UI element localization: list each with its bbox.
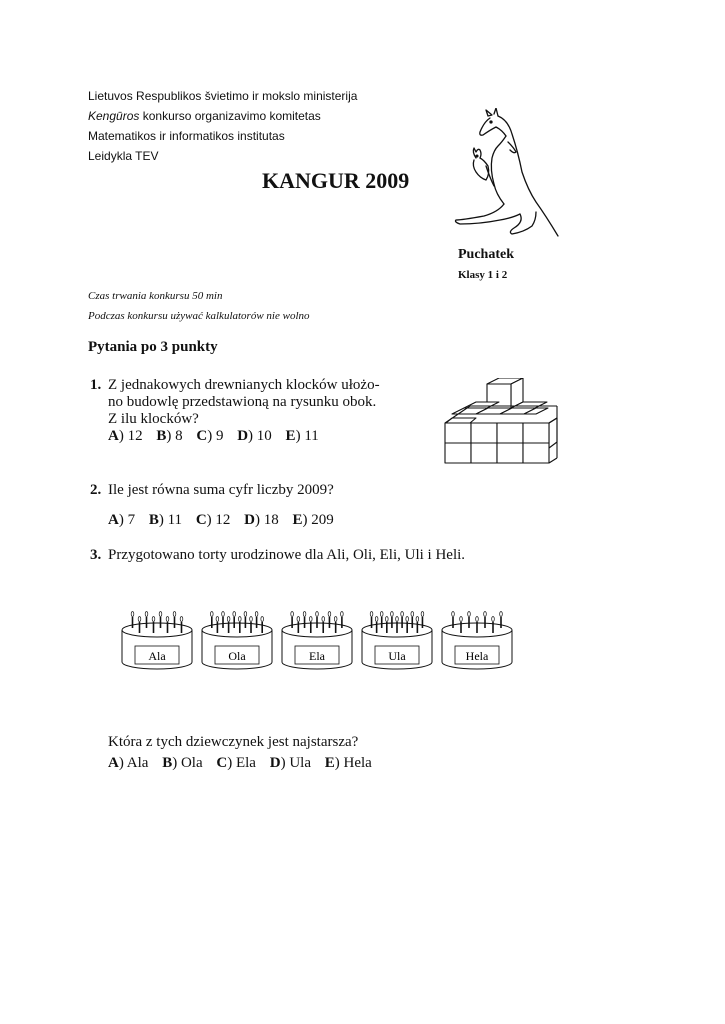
candle-flame xyxy=(396,617,399,622)
answer-option-c[interactable]: C) 9 xyxy=(196,428,224,444)
candle-flame xyxy=(227,617,230,622)
cake-name-label: Ola xyxy=(228,649,246,663)
org-line-committee xyxy=(88,106,321,126)
question-1-text xyxy=(108,377,380,428)
cake-ola xyxy=(202,612,272,669)
candle-flame xyxy=(255,612,258,617)
answer-option-b[interactable]: B) 11 xyxy=(148,512,183,528)
cake-ela xyxy=(282,612,352,669)
candle-flame xyxy=(484,612,487,617)
question-2-text: Ile jest równa suma cyfr liczby 2009? xyxy=(108,482,334,498)
candle-flame xyxy=(250,617,253,622)
candle-flame xyxy=(334,617,337,622)
page-title: KANGUR 2009 xyxy=(262,168,410,193)
candle-flame xyxy=(468,612,471,617)
kangaroo-word: Kengūros xyxy=(88,109,140,123)
level-classes: Klasy 1 i 2 xyxy=(458,269,508,281)
candle-flame xyxy=(492,617,495,622)
answer-option-d[interactable]: D) Ula xyxy=(269,755,311,771)
candle-flame xyxy=(180,617,183,622)
answer-option-c[interactable]: C) Ela xyxy=(216,755,256,771)
question-3-text: Przygotowano torty urodzinowe dla Ali, Oli, Eli, Uli i Heli. xyxy=(108,547,466,563)
cake-name-label: Ela xyxy=(309,649,325,663)
candle-flame xyxy=(152,617,155,622)
candle-flame xyxy=(341,612,344,617)
candle-flame xyxy=(211,612,214,617)
answer-option-d[interactable]: D) 10 xyxy=(237,428,272,444)
question-1-answers xyxy=(108,428,319,445)
org-line-publisher: Leidykla TEV xyxy=(88,149,159,163)
answer-option-b[interactable]: B) Ola xyxy=(162,755,203,771)
cake-name-label: Ala xyxy=(148,649,166,663)
candle-flame xyxy=(138,617,141,622)
answer-option-a[interactable]: A) 12 xyxy=(108,428,143,444)
kangaroo-logo-icon xyxy=(450,108,562,238)
candle-flame xyxy=(380,612,383,617)
candle-flame xyxy=(216,617,219,622)
question-number: 3. xyxy=(90,547,102,563)
answer-option-d[interactable]: D) 18 xyxy=(244,512,279,528)
question-2 xyxy=(90,482,101,499)
section-title: Pytania po 3 punkty xyxy=(88,339,218,355)
answer-option-a[interactable]: A) 7 xyxy=(108,512,136,528)
candle-flame xyxy=(452,612,455,617)
org-line-committee-rest: konkurso organizavimo komitetas xyxy=(142,109,321,123)
candle-flame xyxy=(391,612,394,617)
answer-option-e[interactable]: E) Hela xyxy=(324,755,372,771)
cake-name-label: Ula xyxy=(388,649,406,663)
candle-flame xyxy=(303,612,306,617)
answer-option-a[interactable]: A) Ala xyxy=(108,755,149,771)
candle-flame xyxy=(411,612,414,617)
question-text-line: Z ilu klocków? xyxy=(108,411,199,427)
candle-flame xyxy=(309,617,312,622)
candle-flame xyxy=(460,617,463,622)
question-text-line: Z jednakowych drewnianych klocków ułożo- xyxy=(108,377,380,393)
candle-flame xyxy=(261,617,264,622)
answer-option-c[interactable]: C) 12 xyxy=(195,512,231,528)
candle-flame xyxy=(291,612,294,617)
question-text-line: no budowlę przedstawioną na rysunku obok. xyxy=(108,394,377,410)
candle-flame xyxy=(145,612,148,617)
candle-flame xyxy=(166,617,169,622)
block-building-figure xyxy=(440,378,560,466)
candle-flame xyxy=(316,612,319,617)
cake-hela xyxy=(442,612,512,669)
answer-option-b[interactable]: B) 8 xyxy=(156,428,183,444)
answer-option-e[interactable]: E) 11 xyxy=(285,428,319,444)
answer-option-e[interactable]: E) 209 xyxy=(292,512,334,528)
candle-flame xyxy=(421,612,424,617)
candle-flame xyxy=(401,612,404,617)
candle-flame xyxy=(173,612,176,617)
candle-flame xyxy=(386,617,389,622)
cake-ula xyxy=(362,612,432,669)
cake-ala xyxy=(122,612,192,669)
candle-flame xyxy=(500,612,503,617)
candle-flame xyxy=(244,612,247,617)
calculator-note: Podczas konkursu używać kalkulatorów nie wolno xyxy=(88,310,310,322)
question-number: 2. xyxy=(90,482,102,498)
candle-flame xyxy=(322,617,325,622)
birthday-cakes-figure xyxy=(118,600,538,680)
cake-name-label: Hela xyxy=(465,649,489,663)
candle-flame xyxy=(328,612,331,617)
candle-flame xyxy=(416,617,419,622)
question-3 xyxy=(90,547,101,564)
candle-flame xyxy=(375,617,378,622)
question-number: 1. xyxy=(90,377,102,393)
candle-flame xyxy=(370,612,373,617)
level-name: Puchatek xyxy=(458,247,514,262)
org-line-institute: Matematikos ir informatikos institutas xyxy=(88,129,285,143)
question-2-answers xyxy=(108,512,334,529)
time-note: Czas trwania konkursu 50 min xyxy=(88,290,223,302)
candle-flame xyxy=(406,617,409,622)
question-3-answers xyxy=(108,755,372,772)
candle-flame xyxy=(239,617,242,622)
candle-flame xyxy=(233,612,236,617)
candle-flame xyxy=(131,612,134,617)
candle-flame xyxy=(222,612,225,617)
question-1 xyxy=(90,377,101,394)
org-line-ministry: Lietuvos Respublikos švietimo ir mokslo ministerija xyxy=(88,89,358,103)
candle-flame xyxy=(159,612,162,617)
candle-flame xyxy=(476,617,479,622)
question-3-followup: Która z tych dziewczynek jest najstarsza? xyxy=(108,734,359,750)
candle-flame xyxy=(297,617,300,622)
